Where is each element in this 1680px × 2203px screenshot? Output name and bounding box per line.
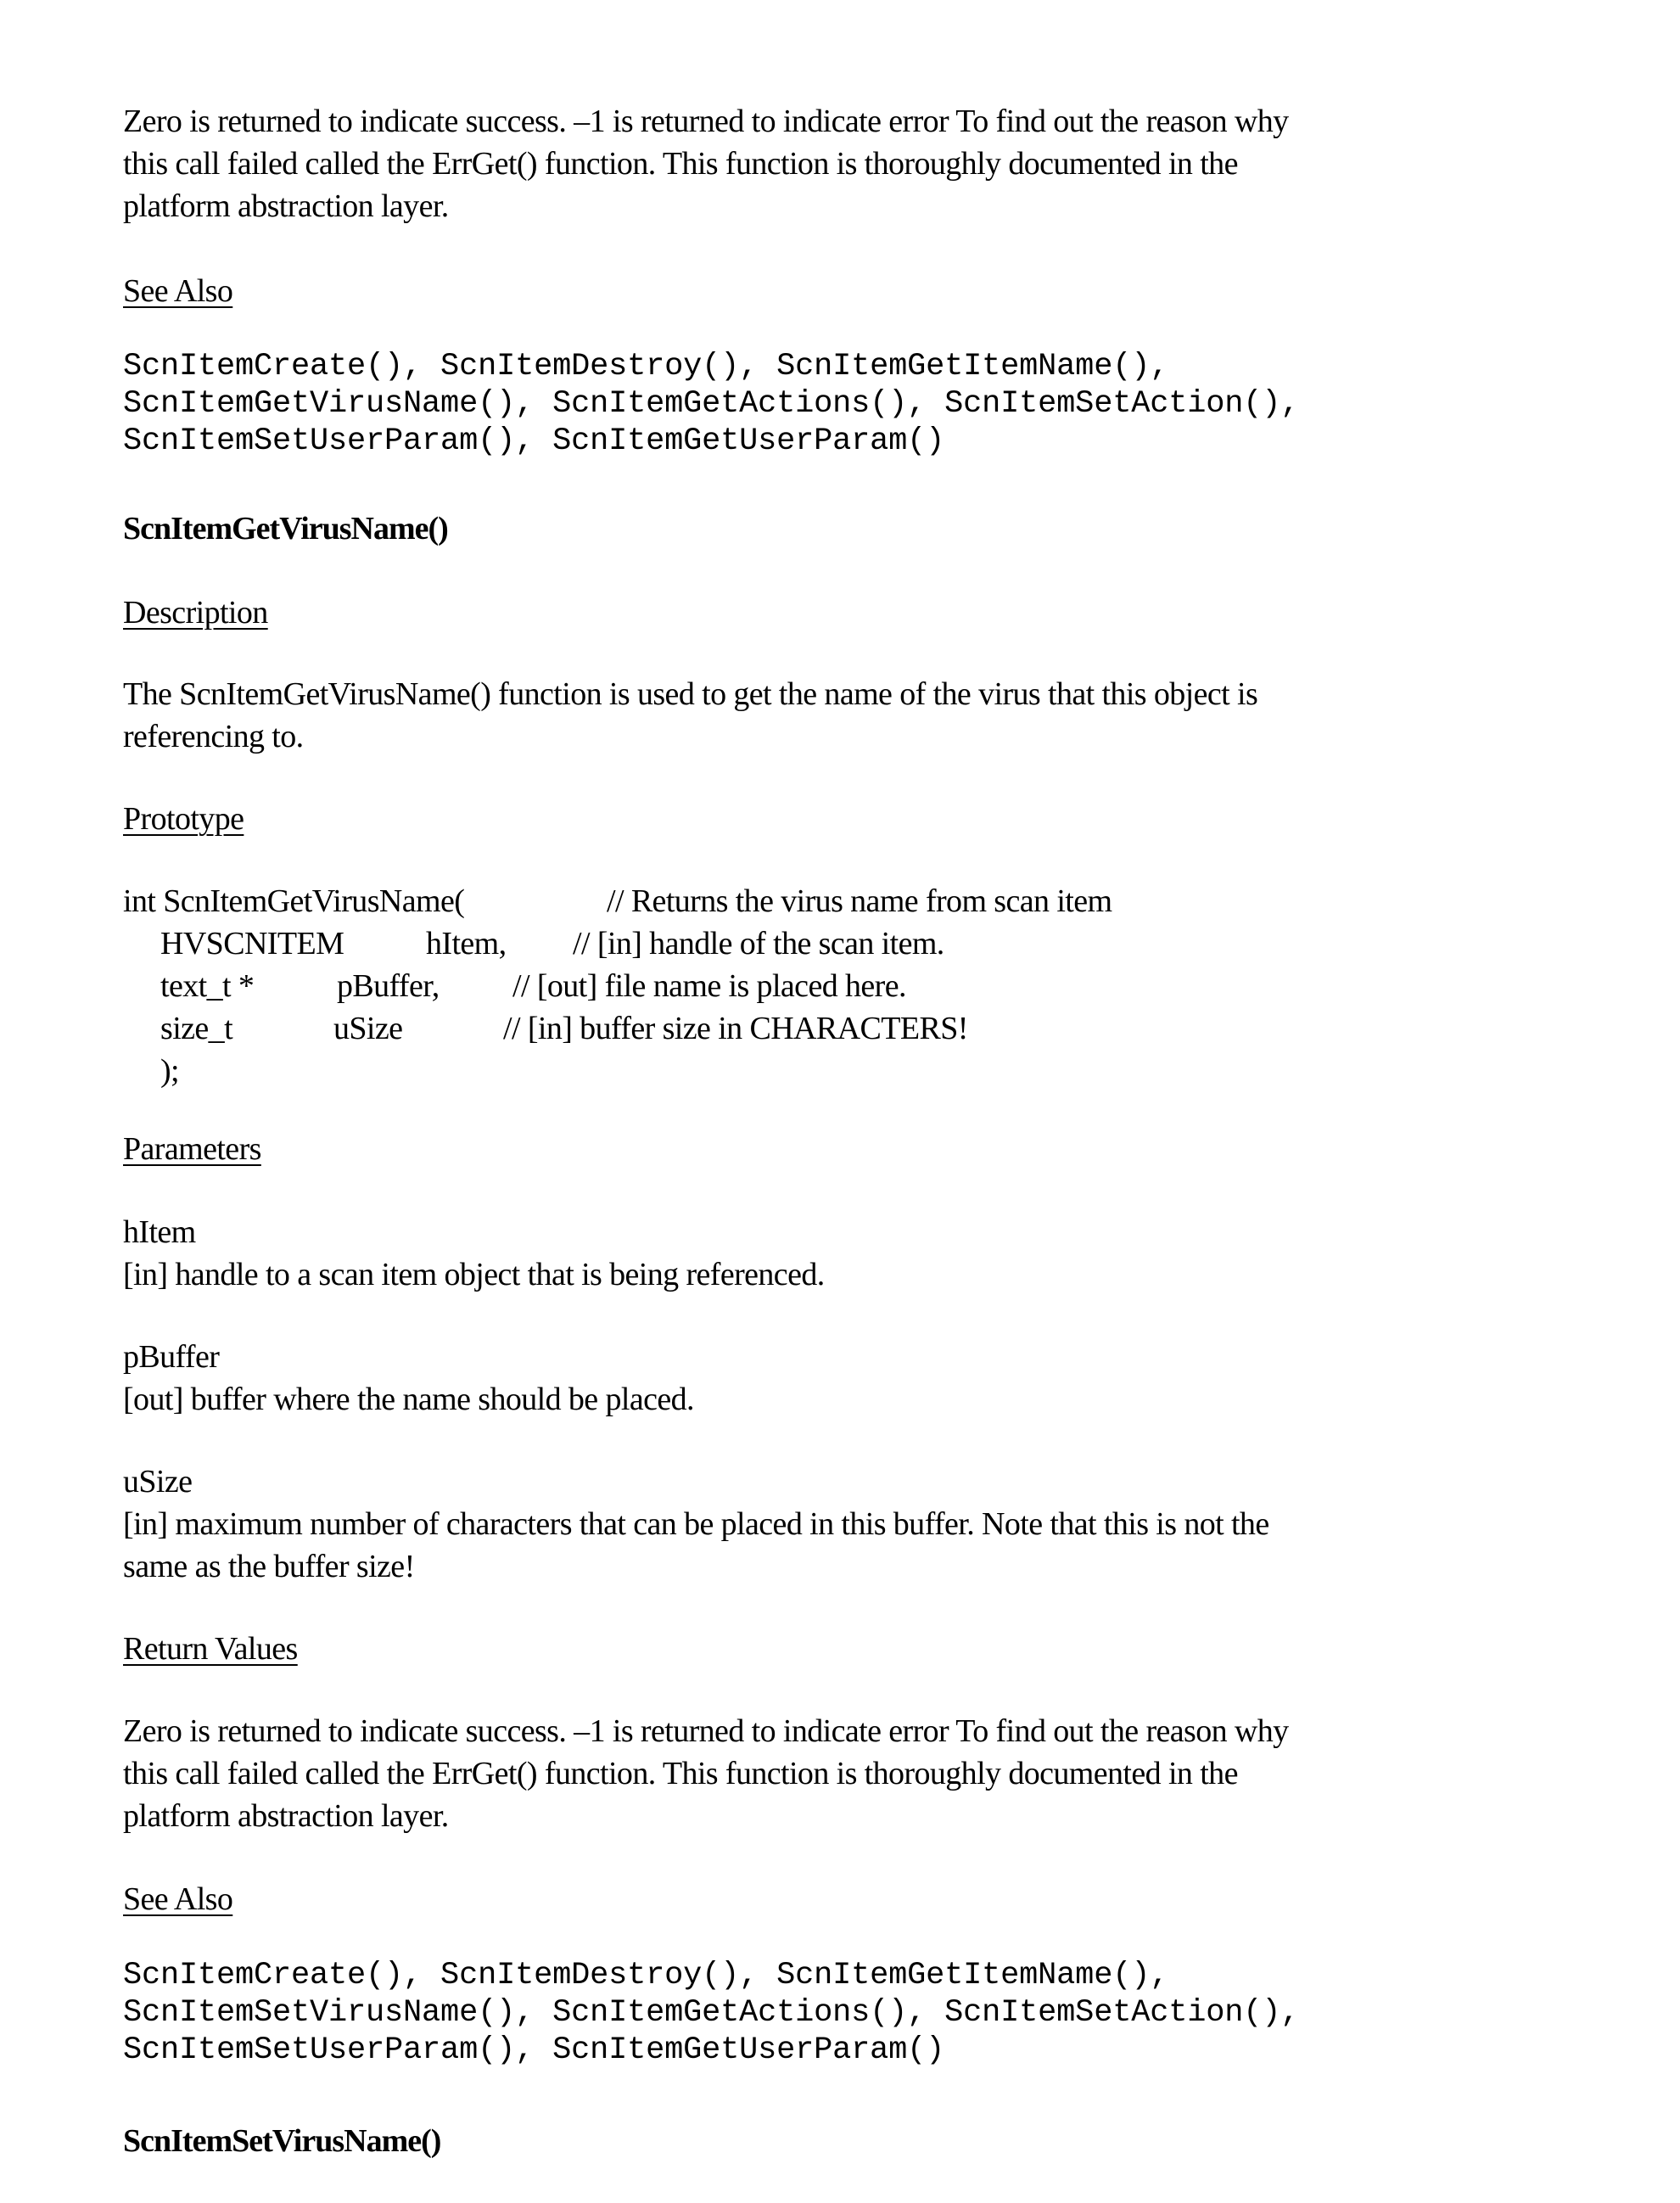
top-return-values-paragraph [123,100,1289,227]
return-values-paragraph [123,1710,1289,1837]
param-type: size_t [160,1011,233,1046]
description-heading: Description [123,595,268,631]
return-values-heading: Return Values [123,1631,298,1667]
prototype-param-row [123,1007,1481,1050]
prototype-block [123,880,1481,1092]
see-also-line: ScnItemSetUserParam(), ScnItemGetUserParam() [123,423,945,459]
see-also-line: ScnItemSetVirusName(), ScnItemGetActions(), ScnItemSetAction(), [123,1995,1300,2031]
text-line: The ScnItemGetVirusName() function is used to get the name of the virus that this object is [123,676,1258,712]
prototype-heading: Prototype [123,801,244,837]
see-also-line: ScnItemSetUserParam(), ScnItemGetUserParam() [123,2032,945,2068]
see-also-heading: See Also [123,1881,233,1917]
see-also-line: ScnItemCreate(), ScnItemDestroy(), ScnItemGetItemName(), [123,1958,1169,1993]
param-name: hItem, [426,926,507,961]
parameter-name: uSize [123,1464,193,1499]
text-line: platform abstraction layer. [123,1798,449,1834]
see-also-list [123,1957,1299,2069]
prototype-comment: // Returns the virus name from scan item [607,883,1112,919]
prototype-signature-row [123,880,1481,922]
see-also-line: ScnItemGetVirusName(), ScnItemGetActions(), ScnItemSetAction(), [123,386,1300,422]
parameter-pbuffer [123,1336,694,1421]
text-line: this call failed called the ErrGet() function. This function is thoroughly documented in the [123,146,1238,182]
text-line: platform abstraction layer. [123,188,449,224]
parameter-description: same as the buffer size! [123,1549,415,1584]
param-type: HVSCNITEM [160,926,344,961]
text-line: this call failed called the ErrGet() function. This function is thoroughly documented in the [123,1756,1238,1791]
param-comment: // [in] buffer size in CHARACTERS! [503,1011,968,1046]
next-function-title: ScnItemSetVirusName() [123,2123,441,2159]
function-title: ScnItemGetVirusName() [123,511,448,547]
top-see-also-heading: See Also [123,273,233,309]
prototype-signature: int ScnItemGetVirusName( [123,883,465,919]
top-see-also-list [123,348,1299,460]
param-type: text_t * [160,968,255,1004]
text-line: referencing to. [123,719,304,754]
parameter-usize [123,1460,1269,1588]
param-comment: // [out] file name is placed here. [512,968,906,1004]
prototype-closing-row [123,1050,1481,1092]
prototype-param-row [123,922,1481,965]
parameter-name: hItem [123,1214,196,1250]
parameters-heading: Parameters [123,1131,261,1167]
prototype-closing: ); [160,1053,180,1089]
parameter-name: pBuffer [123,1339,220,1375]
param-name: pBuffer, [337,968,440,1004]
parameter-description: [in] handle to a scan item object that is being referenced. [123,1257,825,1292]
prototype-param-row [123,965,1481,1007]
text-line: Zero is returned to indicate success. –1 is returned to indicate error To find out the reason why [123,1713,1289,1749]
parameter-description: [in] maximum number of characters that can be placed in this buffer. Note that this is not the [123,1506,1269,1542]
parameter-hitem [123,1211,825,1296]
text-line: Zero is returned to indicate success. –1 is returned to indicate error To find out the reason why [123,104,1289,139]
param-comment: // [in] handle of the scan item. [573,926,944,961]
param-name: uSize [333,1011,403,1046]
description-paragraph [123,673,1257,758]
parameter-description: [out] buffer where the name should be placed. [123,1382,694,1417]
see-also-line: ScnItemCreate(), ScnItemDestroy(), ScnItemGetItemName(), [123,349,1169,384]
